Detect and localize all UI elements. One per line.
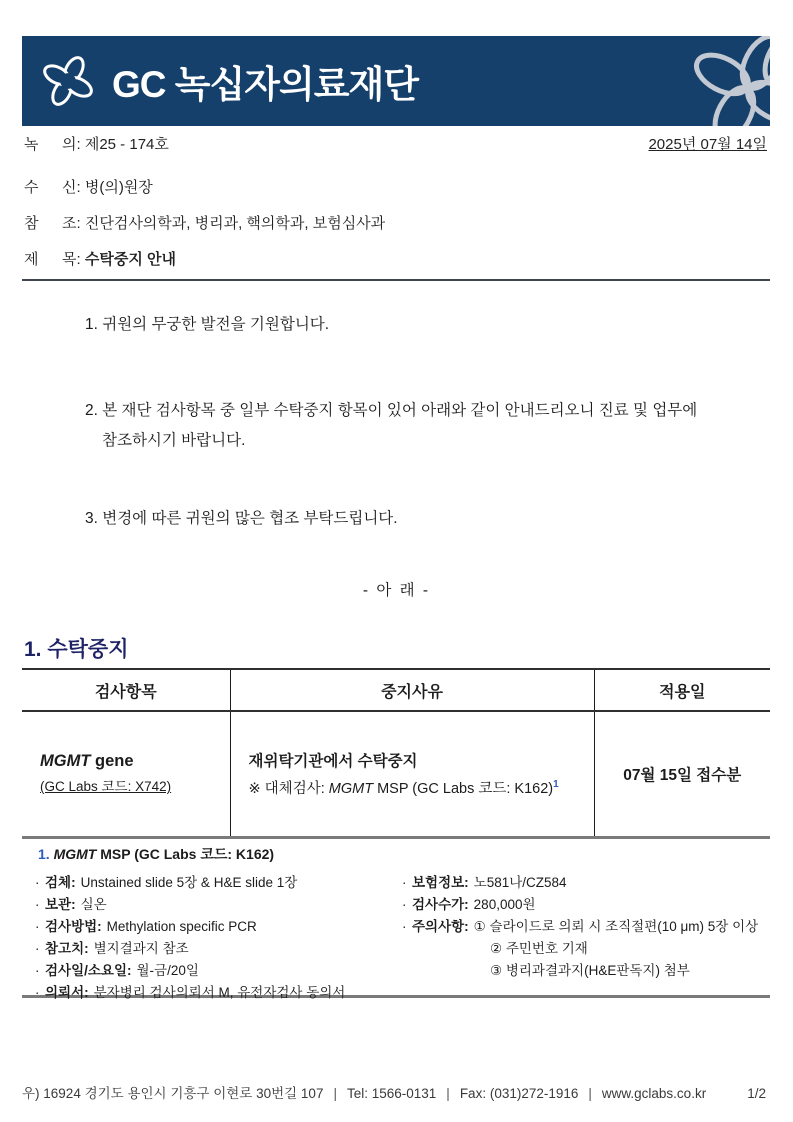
footnote-item-request-form: · 의뢰서: 분자병리 검사의뢰서 M, 유전자검사 동의서 — [35, 985, 346, 1000]
footnote-item-schedule: · 검사일/소요일: 월-금/20일 — [35, 963, 199, 978]
meta-label: 참 — [24, 215, 39, 232]
footnote-item-storage: · 보관: 실온 — [35, 897, 107, 912]
footnote-ref: 1 — [553, 779, 559, 791]
section-title-suspension: 1. 수탁중지 — [24, 638, 129, 661]
suspension-table — [22, 668, 770, 839]
reason-alternative-test: ※ 대체검사: MGMT MSP (GC Labs 코드: K162)$^1$ — [248, 779, 559, 798]
meta-label: 제 — [24, 251, 39, 268]
document-date: 2025년 07월 14일 — [648, 136, 767, 153]
brand-wordmark: GC 녹십자의료재단 — [112, 64, 418, 105]
gc-cross-logo-icon — [38, 51, 98, 111]
meta-row-cc — [24, 213, 769, 235]
footnote-section — [22, 840, 770, 998]
meta-row-doc-number — [24, 134, 769, 156]
column-header-apply-date: 적용일 — [594, 669, 770, 711]
meta-row-recipient — [24, 177, 769, 199]
footnote-item-price: · 검사수가: 280,000원 — [402, 897, 536, 912]
paragraph-request: 3. 변경에 따른 귀원의 많은 협조 부탁드립니다. — [85, 510, 398, 527]
header-banner — [22, 36, 770, 126]
meta-key: 목: — [62, 251, 81, 268]
table-row — [22, 711, 770, 837]
footer-separator: | — [446, 1086, 450, 1101]
test-code: (GC Labs 코드: X742) — [40, 779, 172, 795]
footer-separator: | — [588, 1086, 592, 1101]
test-name: MGMT gene — [40, 752, 134, 771]
meta-key: 의: — [62, 136, 81, 153]
footnote-item-reference: · 참고치: 별지결과지 참조 — [35, 941, 189, 956]
meta-row-subject — [24, 249, 769, 271]
footnote-right-column — [402, 872, 757, 1004]
below-marker: - 아 래 - — [362, 582, 431, 599]
table-header-row — [22, 669, 770, 711]
paragraph-notice — [85, 396, 697, 456]
footnote-left-column — [22, 872, 402, 1004]
footnote-item-specimen: · 검체: Unstained slide 5장 & H&E slide 1장 — [35, 875, 298, 890]
footer-address: 우) 16924 경기도 용인시 기흥구 이현로 30번길 107 — [22, 1086, 324, 1101]
cc-departments: 진단검사의학과, 병리과, 핵의학과, 보험심사과 — [84, 215, 386, 232]
subject-title: 수탁중지 안내 — [84, 251, 176, 268]
footer-fax: Fax: (031)272-1916 — [459, 1086, 579, 1101]
footnote-item-method: · 검사방법: Methylation specific PCR — [35, 919, 257, 934]
footer-website: www.gclabs.co.kr — [601, 1086, 707, 1101]
meta-label: 녹 — [24, 136, 39, 153]
footnote-title: 1. MGMT MSP (GC Labs 코드: K162) — [38, 846, 275, 862]
doc-number: 제25 - 174호 — [84, 136, 169, 153]
header-divider — [22, 279, 770, 281]
meta-label: 수 — [24, 179, 39, 196]
paragraph-notice-line1: 2. 본 재단 검사항목 중 일부 수탁중지 항목이 있어 아래와 같이 안내드리오니 진료 및 업무에 — [85, 402, 698, 419]
footer-separator: | — [333, 1086, 337, 1101]
footnote-columns — [22, 872, 770, 1004]
reason-main: 재위탁기관에서 수탁중지 — [248, 753, 418, 771]
footnote-caution-2: ② 주민번호 기재 — [490, 941, 588, 956]
cell-apply-date: 07월 15일 접수분 — [594, 711, 770, 837]
meta-key: 조: — [62, 215, 81, 232]
column-header-reason: 중지사유 — [230, 669, 594, 711]
footnote-item-caution: · 주의사항: ① 슬라이드로 의뢰 시 조직절편(10 μm) 5장 이상 — [402, 919, 759, 934]
footnote-caution-3: ③ 병리과결과지(H&E판독지) 첨부 — [490, 963, 690, 978]
paragraph-notice-line2: 참조하시기 바랍니다. — [102, 432, 246, 449]
document-meta — [24, 134, 769, 285]
page-number: 1/2 — [747, 1086, 766, 1101]
footer-tel: Tel: 1566-0131 — [346, 1086, 437, 1101]
paragraph-greeting: 1. 귀원의 무궁한 발전을 기원합니다. — [85, 316, 330, 333]
page-footer — [22, 1082, 770, 1102]
cell-reason — [230, 711, 594, 837]
cell-test-item — [22, 711, 230, 837]
decorative-cross-icon — [638, 36, 770, 126]
recipient: 병(의)원장 — [84, 179, 153, 196]
meta-key: 신: — [62, 179, 81, 196]
footnote-item-insurance: · 보험정보: 노581나/CZ584 — [402, 875, 567, 890]
column-header-test-item: 검사항목 — [22, 669, 230, 711]
